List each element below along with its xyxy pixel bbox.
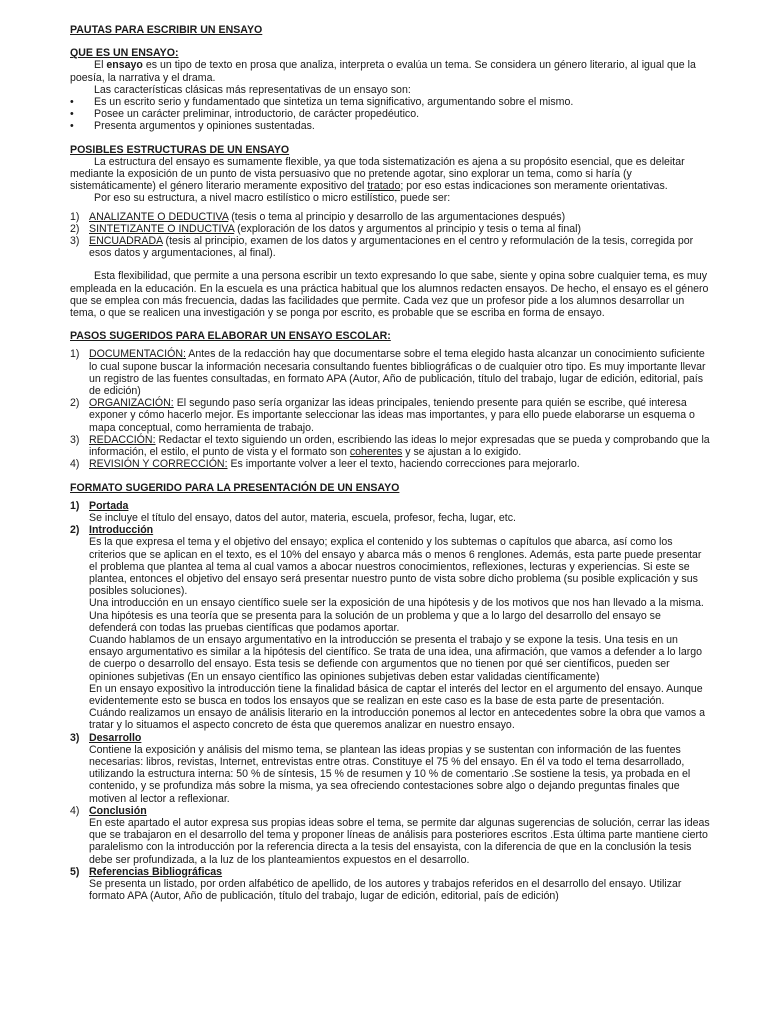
item-number: 4) [70,804,80,817]
paragraph-structure-types-intro: Por eso su estructura, a nivel macro estilístico o micro estilístico, puede ser: [94,192,451,205]
document-page [70,24,710,902]
item-number: 2) [70,222,80,235]
item-number: 1) [70,210,80,223]
item-text: El segundo paso sería organizar las ideas principales, teniendo presente para quién se escribe, qué interesa exponer y cómo hacerlo mejor. Es importante seleccionar las ideas mas importantes, y para ello puede elaborarse un esquema o mapa conceptual, como herramienta de trabajo. [89,397,695,434]
format-item-introduccion [70,524,710,731]
item-label: Conclusión [89,804,147,817]
item-text: Antes de la redacción hay que documentarse sobre el tema elegido hasta alcanzar un conocimiento suficiente lo cual supone buscar la información necesaria consultando fuentes bibliográficas o de cualquier otro tipo. Es muy importante llevar un registro de las fuentes consultadas, en formato APA (Autor, Año de publicación, título del trabajo, lugar de edición, editorial, país de edición) [89,348,706,398]
step-item [70,397,710,434]
item-text: y se ajustan a lo exigido. [402,446,522,459]
item-paragraph: En un ensayo expositivo la introducción tiene la finalidad básica de captar el interés del lector en el argumento del ensayo. Aunque evidentemente esto se busca en todos los ensayos que se realizan en este caso es la base de esta parte de presentación. [89,682,703,707]
format-item-desarrollo [70,732,710,805]
step-item [70,458,710,470]
document-title: PAUTAS PARA ESCRIBIR UN ENSAYO [70,24,263,36]
section-heading-pasos: PASOS SUGERIDOS PARA ELABORAR UN ENSAYO ESCOLAR: [70,330,391,343]
item-label: ENCUADRADA [89,235,163,248]
item-number: 2) [70,397,80,410]
item-paragraph: Es la que expresa el tema y el objetivo del ensayo; explica el contenido y los subtemas o capítulos que abarca, así como los criterios que se aplican en el texto, es el 10% del ensayo y abarca más o menos 6 renglones. Además, esta parte puede presentar el problema que plantea al tema al cual vamos a abocar nuestros conocimientos, reflexiones, lecturas y experiencias. Si este se plantea, entonces el objetivo del ensayo será presentar nuestro punto de vista sobre dicho problema (su posible explicación y sus posibles soluciones). [89,536,702,598]
text-span: El [94,59,107,72]
item-label: REVISIÓN Y CORRECCIÓN: [89,458,228,471]
item-paragraph: Se presenta un listado, por orden alfabético de apellido, de los autores y trabajos referidos en el desarrollo del ensayo. Utilizar formato APA (Autor, Año de publicación, título del trabajo, lugar de edición, editorial, país de edición) [89,878,682,903]
item-paragraph: Contiene la exposición y análisis del mismo tema, se plantean las ideas propias y se sustentan con información de las fuentes necesarias: libros, revistas, Internet, entrevistas entre otras. Constituye el 75 % del ensayo. En él va todo el tema desarrollado, utilizando la estructura interna: 50 % de síntesis, 15 % de resumen y 10 % de comentario .Se sostiene la tesis, ya probada en el contenido, y se profundiza más sobre la misma, ya sea ofreciendo contestaciones sobre algo o dejando preguntas finales que motiven al lector a reflexionar. [89,743,691,805]
item-number: 1) [70,348,80,361]
text-span: ; por eso estas indicaciones son meramente orientativas. [400,180,668,193]
keyword-ensayo: ensayo [106,59,143,72]
item-number: 2) [70,524,80,537]
item-number: 3) [70,433,80,446]
item-number: 3) [70,235,80,248]
item-label: Portada [89,499,129,512]
structure-item [70,223,710,235]
item-number: 3) [70,731,80,744]
item-text: (exploración de los datos y argumentos al principio y tesis o tema al final) [234,222,582,235]
item-number: 5) [70,865,80,878]
structure-item [70,235,710,259]
item-label: DOCUMENTACIÓN: [89,348,186,361]
item-label: ORGANIZACIÓN: [89,397,174,410]
paragraph-structure [70,156,710,193]
section-heading-que-es: QUE ES UN ENSAYO: [70,47,179,60]
item-number: 1) [70,499,80,512]
item-label: Desarrollo [89,731,142,744]
item-label: REDACCIÓN: [89,433,156,446]
step-item [70,348,710,397]
item-number: 4) [70,458,80,471]
item-text: Redactar el texto siguiendo un orden, escribiendo las ideas lo mejor expresadas que se pueda y comprobando que la información, el estilo, el punto de vista y el formato son [89,433,710,459]
format-item-portada [70,500,710,524]
item-label: Referencias Bibliográficas [89,865,223,878]
item-text: (tesis o tema al principio y desarrollo de las argumentaciones después) [228,210,566,223]
paragraph-definition [70,59,710,83]
section-heading-estructuras: POSIBLES ESTRUCTURAS DE UN ENSAYO [70,143,290,156]
bullet-item: • Posee un carácter preliminar, introductorio, de carácter propedéutico. [70,108,710,120]
structure-item [70,211,710,223]
link-tratado[interactable]: tratado [367,180,401,193]
bullet-item: • Es un escrito serio y fundamentado que sintetiza un tema significativo, argumentando sobre el mismo. [70,96,710,108]
item-paragraph: Se incluye el título del ensayo, datos del autor, materia, escuela, profesor, fecha, lugar, etc. [89,511,516,524]
item-paragraph: Una introducción en un ensayo científico suele ser la exposición de una hipótesis y de los motivos que nos han llevado a la misma. Una hipótesis es una teoría que se presenta para la solución de un problema y que a lo largo del desarrollo del ensayo se defenderá con todas las pruebas científicas que podamos aportar. [89,597,704,634]
item-paragraph: Cuándo realizamos un ensayo de análisis literario en la introducción ponemos al lector en antecedentes sobre la obra que vamos a tratar y lo situamos el aspecto concreto de ésta que queremos analizar en nuestro ensayo. [89,707,705,732]
paragraph-characteristics-intro: Las características clásicas más representativas de un ensayo son: [94,83,411,96]
paragraph-flexibility: Esta flexibilidad, que permite a una persona escribir un texto expresando lo que sabe, siente y opina sobre cualquier tema, es muy empleada en la educación. En la escuela es una práctica habitual que los alumnos redacten ensayos. De hecho, el ensayo es el género que se emplea con más frecuencia, dadas las facilidades que permite. Cada vez que un profesor pide a los alumnos desarrollar un tema, o que se realicen una investigación y se ponga por escrito, es probable que se escriba en forma de ensayo. [70,270,709,320]
item-paragraph: En este apartado el autor expresa sus propias ideas sobre el tema, se permite dar algunas sugerencias de solución, cerrar las ideas que se trabajaron en el desarrollo del tema y proponer líneas de análisis para posteriores escritos .Esta última parte mantiene cierto paralelismo con la introducción por la referencia directa a la tesis del ensayista, con la diferencia de que en la conclusión la tesis debe ser profundizada, a la luz de los planteamientos expuestos en el desarrollo. [89,816,710,866]
step-item [70,434,710,458]
format-item-referencias [70,866,710,903]
section-heading-formato: FORMATO SUGERIDO PARA LA PRESENTACIÓN DE UN ENSAYO [70,481,400,494]
item-paragraph: Cuando hablamos de un ensayo argumentativo en la introducción se presenta el trabajo y se expone la tesis. Una tesis en un ensayo argumentativo es similar a la hipótesis del científico. Se trata de una idea, una afirmación, que vamos a defender a lo largo de cuerpo o desarrollo del ensayo. Esta tesis se defiende con argumentos que no tienen por qué ser científicos, pueden ser opiniones subjetivas (En un ensayo científico las opiniones subjetivas deben estar validadas científicamente) [89,633,703,683]
item-text: Es importante volver a leer el texto, haciendo correcciones para mejorarlo. [227,458,580,471]
format-item-conclusion [70,805,710,866]
item-text: (tesis al principio, examen de los datos y argumentaciones en el centro y reformulación de la tesis, corregida por esos datos y argumentaciones, al final). [89,235,694,260]
link-coherentes[interactable]: coherentes [349,446,403,459]
text-span: es un tipo de texto en prosa que analiza, interpreta o evalúa un tema. Se considera un género literario, al igual que la poesía, la narrativa y el drama. [70,59,696,84]
item-label: ANALIZANTE O DEDUCTIVA [89,210,229,223]
item-label: Introducción [89,524,154,537]
item-label: SINTETIZANTE O INDUCTIVA [89,222,235,235]
text-span: La estructura del ensayo es sumamente flexible, ya que toda sistematización es ajena a su propósito esencial, que es deleitar mediante la exposición de un punto de vista persuasivo que no pretende agotar, sino explorar un tema, como si haría (y sistemáticamente) el género literario meramente expositivo del [70,155,685,193]
bullet-item: • Presenta argumentos y opiniones sustentadas. [70,120,710,132]
